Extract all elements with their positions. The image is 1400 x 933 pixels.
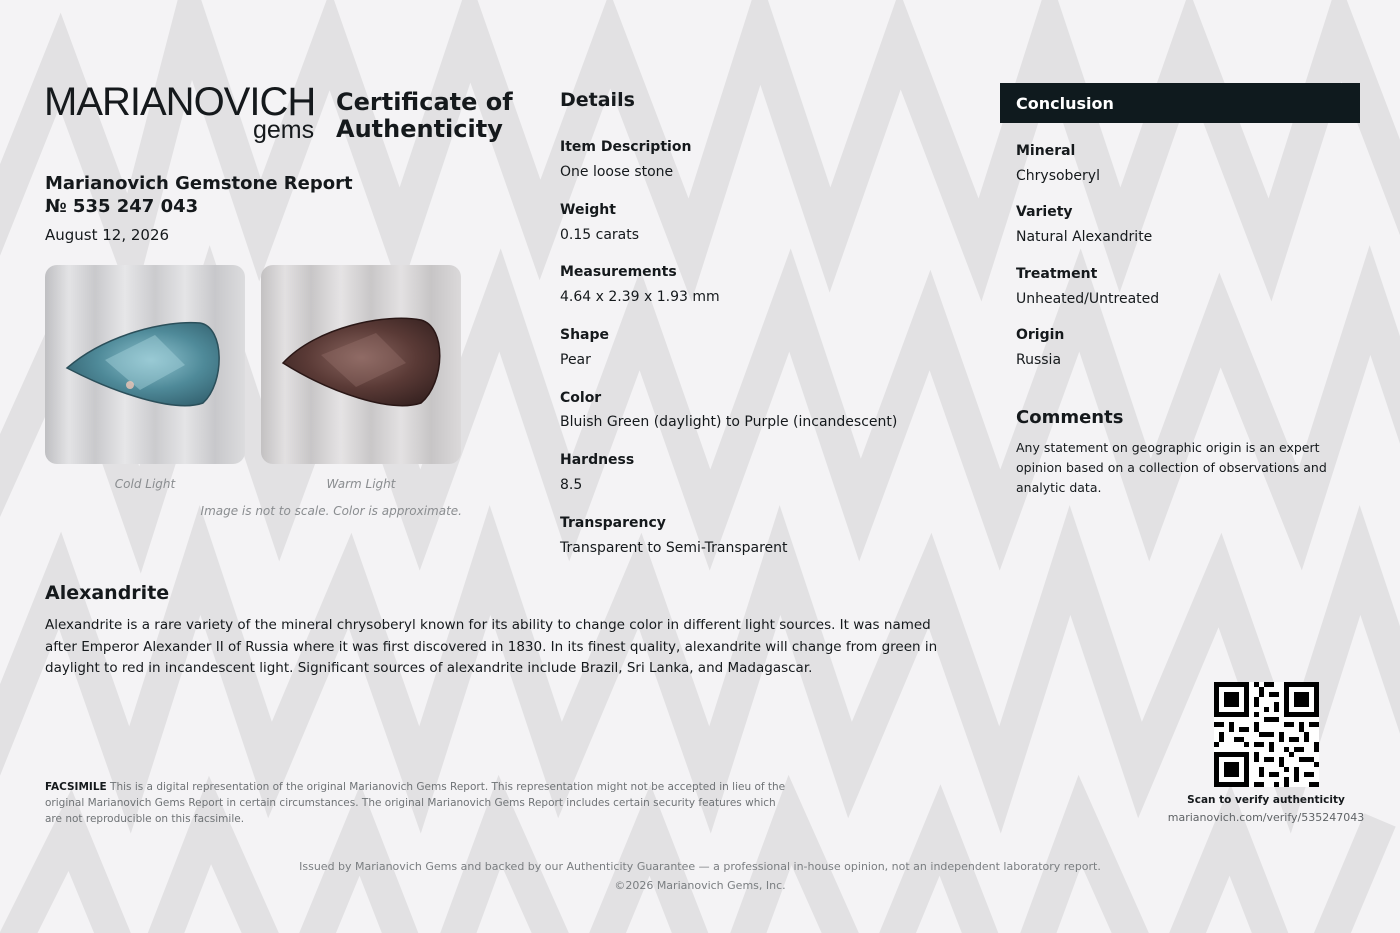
report-number: № 535 247 043 xyxy=(45,196,199,217)
certificate-title xyxy=(336,89,526,143)
conclusion-label-origin: Origin xyxy=(1016,327,1065,343)
certificate-title-line1: Certificate of xyxy=(336,88,513,116)
warm-light-gem-image xyxy=(261,265,461,464)
detail-value-color: Bluish Green (daylight) to Purple (incandescent) xyxy=(560,414,898,430)
conclusion-label-treatment: Treatment xyxy=(1016,266,1098,282)
qr-code[interactable] xyxy=(1214,682,1319,787)
conclusion-heading: Conclusion xyxy=(1016,94,1114,113)
report-date: August 12, 2026 xyxy=(45,226,170,244)
facsimile-notice xyxy=(45,779,790,827)
facsimile-text: This is a digital representation of the original Marianovich Gems Report. This representation might not be accepted in lieu of the original Marianovich Gems Report in certain circumstances. The original Marianovich Gems Report includes certain security features which are not reproducible on this facsimile. xyxy=(45,781,786,825)
detail-value-weight: 0.15 carats xyxy=(560,227,640,243)
verify-url-link[interactable]: marianovich.com/verify/535247043 xyxy=(1167,811,1365,824)
detail-value-measurements: 4.64 x 2.39 x 1.93 mm xyxy=(560,289,720,305)
image-scale-note: Image is not to scale. Color is approximate. xyxy=(200,504,462,518)
conclusion-value-mineral: Chrysoberyl xyxy=(1016,168,1100,184)
conclusion-value-variety: Natural Alexandrite xyxy=(1016,229,1153,245)
report-title: Marianovich Gemstone Report xyxy=(45,173,353,194)
conclusion-value-origin: Russia xyxy=(1016,352,1062,368)
details-heading: Details xyxy=(560,89,635,111)
comments-text: Any statement on geographic origin is an expert opinion based on a collection of observations and analytic data. xyxy=(1016,440,1327,495)
cold-light-gem-image xyxy=(45,265,245,464)
logo-subtext: gems xyxy=(253,116,315,144)
cold-light-caption: Cold Light xyxy=(114,477,176,491)
detail-label-weight: Weight xyxy=(560,202,616,218)
detail-label-color: Color xyxy=(560,390,602,406)
detail-value-shape: Pear xyxy=(560,352,591,368)
detail-label-item-description: Item Description xyxy=(560,139,692,155)
conclusion-value-treatment: Unheated/Untreated xyxy=(1016,291,1160,307)
detail-value-hardness: 8.5 xyxy=(560,477,583,493)
detail-label-measurements: Measurements xyxy=(560,264,677,280)
warm-light-caption: Warm Light xyxy=(326,477,396,491)
alexandrite-description: Alexandrite is a rare variety of the mineral chrysoberyl known for its ability to change color in different light sources. It was named after Emperor Alexander II of Russia where it was first discovered in 1830. In its finest quality, alexandrite will change from green in daylight to red in incandescent light. Significant sources of alexandrite include Brazil, Sri Lanka, and Madagascar. xyxy=(45,617,938,676)
logo-wordmark: MARIANOVICH xyxy=(44,80,316,124)
detail-label-transparency: Transparency xyxy=(560,515,666,531)
detail-value-item-description: One loose stone xyxy=(560,164,674,180)
alexandrite-heading: Alexandrite xyxy=(45,582,170,604)
facsimile-label: FACSIMILE xyxy=(45,781,107,793)
certificate-title-line2: Authenticity xyxy=(336,115,503,143)
conclusion-label-variety: Variety xyxy=(1016,204,1073,220)
qr-verify-label: Scan to verify authenticity xyxy=(1187,794,1345,806)
detail-label-shape: Shape xyxy=(560,327,610,343)
footer-copyright: ©2026 Marianovich Gems, Inc. xyxy=(614,879,786,892)
detail-value-transparency: Transparent to Semi-Transparent xyxy=(560,540,788,556)
conclusion-label-mineral: Mineral xyxy=(1016,143,1076,159)
report-heading xyxy=(45,172,353,218)
footer-disclaimer: Issued by Marianovich Gems and backed by our Authenticity Guarantee — a professional in-house opinion, not an independent laboratory report. xyxy=(299,860,1101,873)
comments-heading: Comments xyxy=(1016,407,1124,428)
detail-label-hardness: Hardness xyxy=(560,452,635,468)
